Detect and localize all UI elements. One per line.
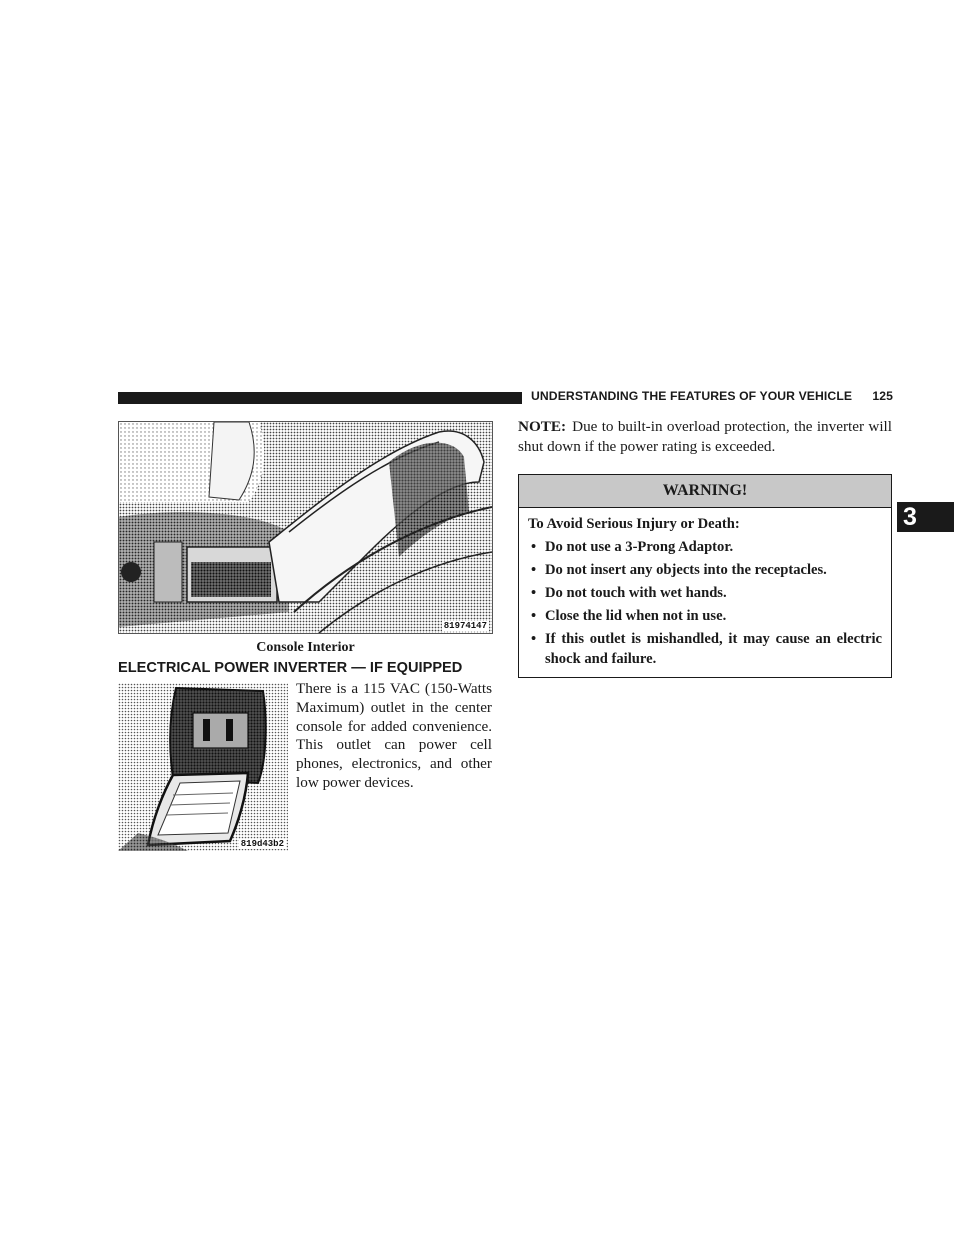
warning-item <box>528 584 882 604</box>
warning-list <box>528 538 882 669</box>
figure1-caption: Console Interior <box>256 640 355 655</box>
warning-intro: To Avoid Serious Injury or Death: <box>528 516 740 532</box>
warning-title: WARNING! <box>519 475 891 508</box>
running-title: UNDERSTANDING THE FEATURES OF YOUR VEHICLE <box>531 389 853 403</box>
bullet-icon: • <box>531 539 537 555</box>
overload-note <box>518 417 892 457</box>
bullet-icon: • <box>531 585 537 601</box>
section-heading: ELECTRICAL POWER INVERTER — IF EQUIPPED <box>118 660 463 676</box>
note-text: Due to built-in overload protection, the inverter will shut down if the power rating is exceeded. <box>518 418 892 455</box>
note-label: NOTE: <box>518 418 567 435</box>
header-rule <box>118 392 522 404</box>
warning-item-text: Close the lid when not in use. <box>545 608 727 624</box>
warning-item <box>528 607 882 627</box>
warning-item-text: Do not use a 3-Prong Adaptor. <box>545 539 734 555</box>
power-outlet-figure <box>118 683 288 851</box>
warning-item-text: Do not insert any objects into the receptacles. <box>545 562 827 578</box>
warning-box <box>518 474 892 678</box>
running-header <box>531 389 893 403</box>
warning-item-text: If this outlet is mishandled, it may cause an electric shock and failure. <box>545 631 882 667</box>
console-interior-figure <box>118 421 493 634</box>
page-number: 125 <box>872 389 893 403</box>
chapter-tab: 3 <box>897 502 954 532</box>
power-outlet-illustration <box>118 683 288 851</box>
figure1-code: 81974147 <box>443 621 487 631</box>
warning-item <box>528 630 882 669</box>
bullet-icon: • <box>531 631 537 647</box>
inverter-description: There is a 115 VAC (150-Watts Maximum) outlet in the center console for added convenience. This outlet can power cell phones, electronics, and other low power devices. <box>296 680 492 791</box>
warning-body <box>519 508 891 669</box>
console-interior-illustration <box>119 422 492 633</box>
warning-item <box>528 561 882 581</box>
warning-item <box>528 538 882 558</box>
figure2-code: 819d43b2 <box>240 839 284 849</box>
bullet-icon: • <box>531 608 537 624</box>
warning-item-text: Do not touch with wet hands. <box>545 585 727 601</box>
bullet-icon: • <box>531 562 537 578</box>
